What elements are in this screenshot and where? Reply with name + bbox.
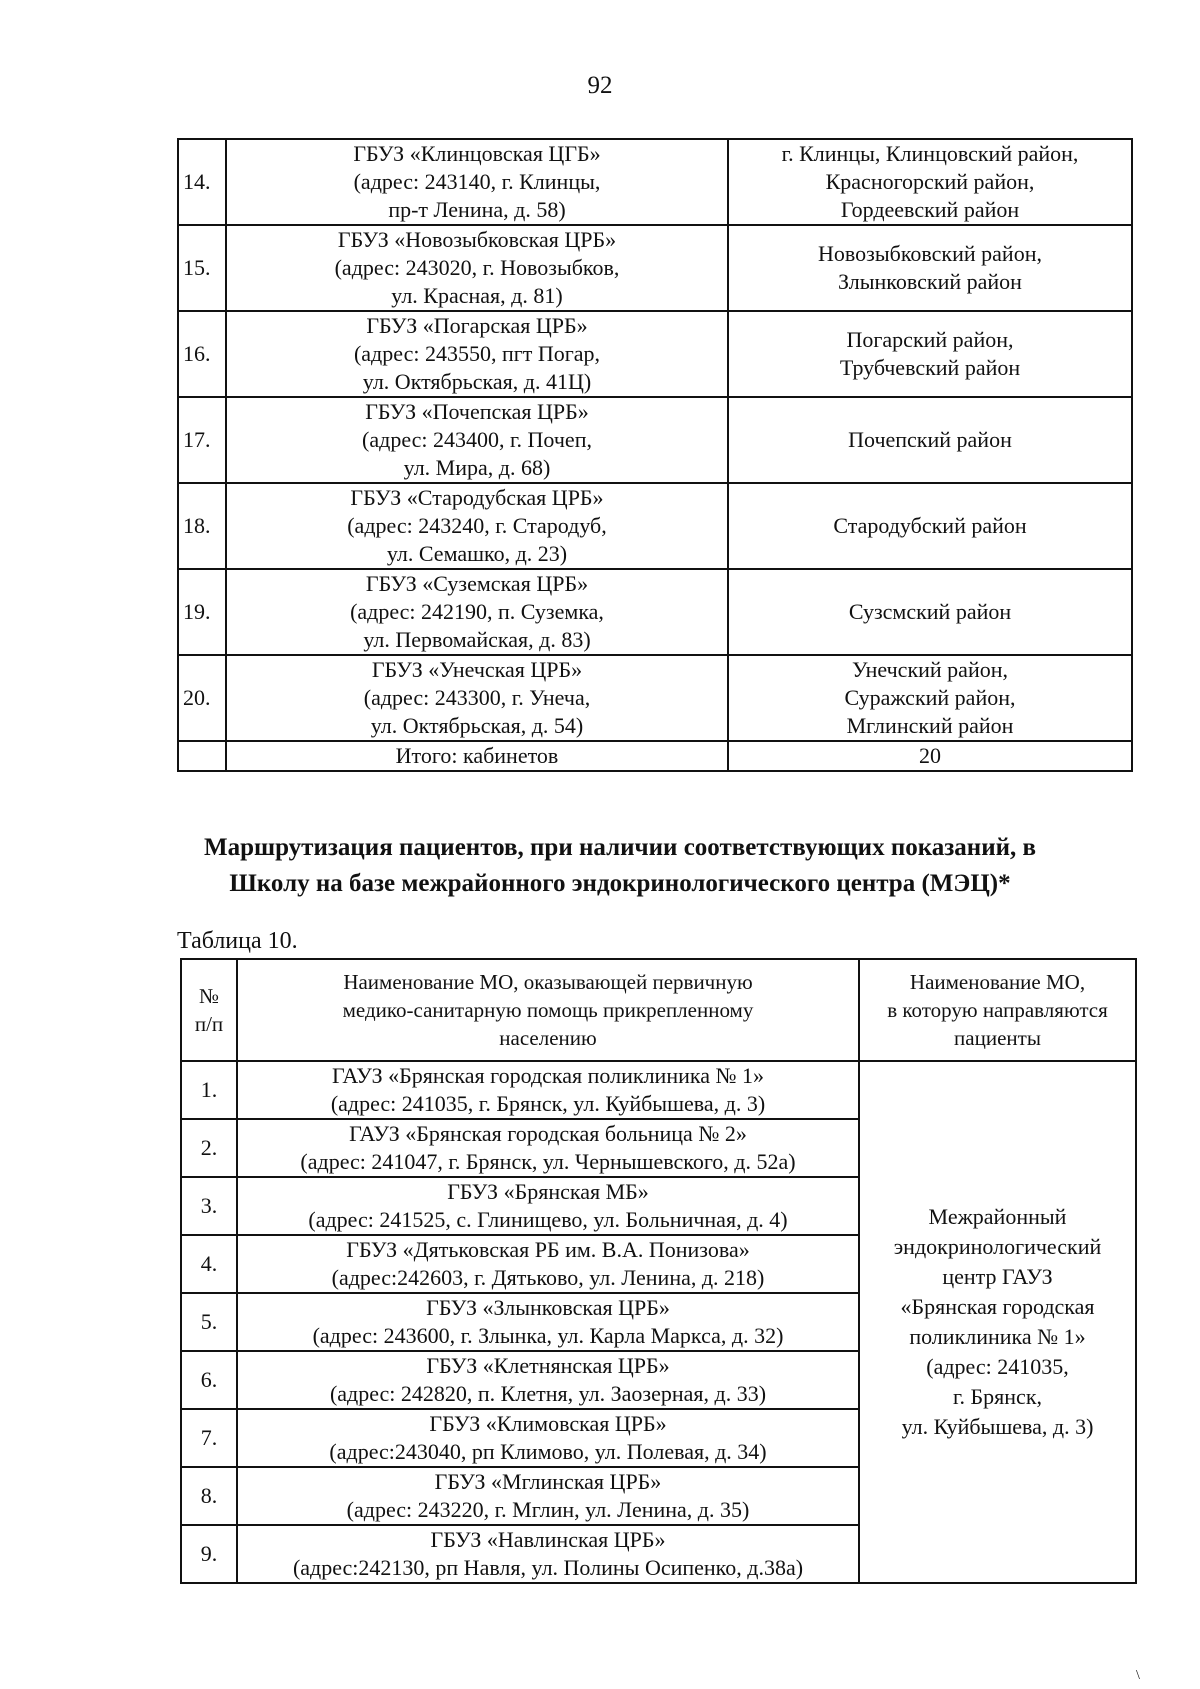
served-area-line: Погарский район, bbox=[846, 327, 1014, 352]
mo-name-line: ул. Семашко, д. 23) bbox=[386, 541, 568, 566]
mo-name bbox=[237, 1467, 859, 1525]
table-row bbox=[178, 569, 1132, 655]
header-destination-line: в которую направляются bbox=[887, 998, 1108, 1022]
mo-name-line: (адрес: 241047, г. Брянск, ул. Чернышевского, д. 52а) bbox=[300, 1149, 796, 1174]
served-area bbox=[728, 569, 1132, 655]
header-mo bbox=[237, 959, 859, 1061]
total-label: Итого: кабинетов bbox=[226, 741, 728, 771]
row-number: 8. bbox=[181, 1467, 237, 1525]
mo-name-line: ГБУЗ «Стародубская ЦРБ» bbox=[350, 485, 604, 510]
mo-name-line: (адрес: 243140, г. Клинцы, bbox=[353, 169, 601, 194]
table-caption: Таблица 10. bbox=[177, 928, 298, 954]
row-number: 17. bbox=[178, 397, 226, 483]
table-row bbox=[178, 225, 1132, 311]
destination-mo bbox=[859, 1061, 1136, 1583]
served-area-line: Злынковский район bbox=[838, 269, 1022, 294]
mo-name-line: (адрес: 243550, пгт Погар, bbox=[353, 341, 601, 366]
row-number: 9. bbox=[181, 1525, 237, 1583]
mo-name-line: (адрес: 243220, г. Мглин, ул. Ленина, д. 35) bbox=[346, 1497, 750, 1522]
served-area-line: Красногорский район, bbox=[825, 169, 1035, 194]
mo-name-line: (адрес: 243240, г. Стародуб, bbox=[347, 513, 607, 538]
row-number: 1. bbox=[181, 1061, 237, 1119]
served-area-line: Гордеевский район bbox=[840, 197, 1020, 222]
table-row bbox=[178, 311, 1132, 397]
total-empty-cell bbox=[178, 741, 226, 771]
mo-name-line: пр-т Ленина, д. 58) bbox=[388, 197, 566, 222]
mo-name bbox=[226, 483, 728, 569]
total-row bbox=[178, 741, 1132, 771]
heading-line: Школу на базе межрайонного эндокринологического центра (МЭЦ)* bbox=[229, 870, 1011, 897]
corner-mark: \ bbox=[1136, 1668, 1140, 1683]
mo-name-line: ул. Октябрьская, д. 54) bbox=[370, 713, 584, 738]
routing-table bbox=[180, 958, 1137, 1584]
mo-name bbox=[226, 139, 728, 225]
mo-name-line: ГБУЗ «Брянская МБ» bbox=[447, 1179, 649, 1204]
served-area-line: Трубчевский район bbox=[839, 355, 1021, 380]
table-header-row bbox=[181, 959, 1136, 1061]
served-area bbox=[728, 139, 1132, 225]
mo-name-line: ГБУЗ «Климовская ЦРБ» bbox=[429, 1411, 667, 1436]
mo-name-line: ГБУЗ «Навлинская ЦРБ» bbox=[430, 1527, 666, 1552]
mo-name-line: (адрес: 243020, г. Новозыбков, bbox=[334, 255, 620, 280]
table-row bbox=[181, 1061, 1136, 1119]
row-number: 5. bbox=[181, 1293, 237, 1351]
total-value: 20 bbox=[728, 741, 1132, 771]
heading-line: Маршрутизация пациентов, при наличии соответствующих показаний, в bbox=[203, 834, 1037, 861]
row-number: 3. bbox=[181, 1177, 237, 1235]
mo-name-line: (адрес:242603, г. Дятьково, ул. Ленина, д. 218) bbox=[331, 1265, 765, 1290]
mo-name-line: (адрес:243040, рп Климово, ул. Полевая, д. 34) bbox=[329, 1439, 767, 1464]
header-number-line: № bbox=[198, 984, 220, 1008]
mo-name-line: (адрес:242130, рп Навля, ул. Полины Осипенко, д.38а) bbox=[292, 1555, 804, 1580]
table-row bbox=[178, 139, 1132, 225]
mo-name-line: ул. Красная, д. 81) bbox=[391, 283, 563, 308]
mo-name-line: (адрес: 243300, г. Унеча, bbox=[363, 685, 591, 710]
header-mo-line: медико-санитарную помощь прикрепленному bbox=[342, 998, 754, 1022]
header-number-line: п/п bbox=[194, 1012, 224, 1036]
mo-name bbox=[226, 569, 728, 655]
mo-name bbox=[226, 397, 728, 483]
page-number: 92 bbox=[587, 72, 613, 99]
mo-name-line: ГБУЗ «Унечская ЦРБ» bbox=[371, 657, 583, 682]
mo-name-line: ГБУЗ «Новозыбковская ЦРБ» bbox=[337, 227, 617, 252]
served-area bbox=[728, 483, 1132, 569]
row-number: 19. bbox=[178, 569, 226, 655]
districts-table bbox=[177, 138, 1133, 772]
served-area bbox=[728, 655, 1132, 741]
mo-name-line: ул. Октябрьская, д. 41Ц) bbox=[362, 369, 592, 394]
mo-name-line: (адрес: 242820, п. Клетня, ул. Заозерная, д. 33) bbox=[329, 1381, 767, 1406]
mo-name-line: ГБУЗ «Клетнянская ЦРБ» bbox=[426, 1353, 670, 1378]
mo-name-line: ГБУЗ «Клинцовская ЦГБ» bbox=[353, 141, 601, 166]
row-number: 18. bbox=[178, 483, 226, 569]
row-number: 14. bbox=[178, 139, 226, 225]
header-destination-line: пациенты bbox=[954, 1026, 1041, 1050]
served-area-line: г. Клинцы, Клинцовский район, bbox=[781, 141, 1079, 166]
destination-mo-line: (адрес: 241035, bbox=[926, 1354, 1069, 1379]
row-number: 20. bbox=[178, 655, 226, 741]
table-row bbox=[178, 397, 1132, 483]
served-area-line: Суражский район, bbox=[844, 685, 1016, 710]
mo-name-line: (адрес: 241525, с. Глинищево, ул. Больничная, д. 4) bbox=[308, 1207, 788, 1232]
destination-mo-line: центр ГАУЗ bbox=[942, 1264, 1053, 1289]
destination-mo-line: эндокринологический bbox=[893, 1234, 1102, 1259]
mo-name-line: ул. Мира, д. 68) bbox=[403, 455, 551, 480]
mo-name-line: ГБУЗ «Суземская ЦРБ» bbox=[365, 571, 589, 596]
header-destination-line: Наименование МО, bbox=[909, 970, 1086, 994]
served-area bbox=[728, 311, 1132, 397]
served-area-line: Стародубский район bbox=[833, 513, 1027, 538]
header-mo-line: Наименование МО, оказывающей первичную bbox=[343, 970, 753, 994]
mo-name-line: ГБУЗ «Мглинская ЦРБ» bbox=[434, 1469, 662, 1494]
mo-name bbox=[237, 1351, 859, 1409]
row-number: 2. bbox=[181, 1119, 237, 1177]
table-row bbox=[178, 483, 1132, 569]
destination-mo-line: Межрайонный bbox=[928, 1204, 1067, 1229]
served-area-line: Мглинский район bbox=[846, 713, 1014, 738]
served-area bbox=[728, 225, 1132, 311]
mo-name-line: (адрес: 242190, п. Суземка, bbox=[350, 599, 604, 624]
mo-name bbox=[226, 655, 728, 741]
header-destination bbox=[859, 959, 1136, 1061]
mo-name-line: ГБУЗ «Погарская ЦРБ» bbox=[366, 313, 588, 338]
mo-name bbox=[237, 1119, 859, 1177]
mo-name-line: (адрес: 241035, г. Брянск, ул. Куйбышева, д. 3) bbox=[330, 1091, 766, 1116]
mo-name bbox=[237, 1177, 859, 1235]
mo-name bbox=[226, 225, 728, 311]
destination-mo-line: г. Брянск, bbox=[952, 1384, 1043, 1409]
mo-name bbox=[237, 1525, 859, 1583]
mo-name-line: (адрес: 243400, г. Почеп, bbox=[362, 427, 592, 452]
row-number: 7. bbox=[181, 1409, 237, 1467]
mo-name-line: ул. Первомайская, д. 83) bbox=[363, 627, 591, 652]
mo-name-line: ГАУЗ «Брянская городская больница № 2» bbox=[349, 1121, 747, 1146]
served-area-line: Сузсмский район bbox=[848, 599, 1012, 624]
section-heading bbox=[150, 830, 1090, 902]
mo-name-line: (адрес: 243600, г. Злынка, ул. Карла Маркса, д. 32) bbox=[312, 1323, 784, 1348]
served-area-line: Унечский район, bbox=[851, 657, 1008, 682]
row-number: 16. bbox=[178, 311, 226, 397]
destination-mo-line: «Брянская городская bbox=[900, 1294, 1095, 1319]
row-number: 6. bbox=[181, 1351, 237, 1409]
served-area-line: Новозыбковский район, bbox=[818, 241, 1042, 266]
mo-name bbox=[237, 1409, 859, 1467]
row-number: 15. bbox=[178, 225, 226, 311]
row-number: 4. bbox=[181, 1235, 237, 1293]
destination-mo-line: поликлиника № 1» bbox=[909, 1324, 1086, 1349]
served-area bbox=[728, 397, 1132, 483]
mo-name bbox=[237, 1235, 859, 1293]
table-row bbox=[178, 655, 1132, 741]
mo-name-line: ГАУЗ «Брянская городская поликлиника № 1» bbox=[332, 1063, 764, 1088]
mo-name-line: ГБУЗ «Дятьковская РБ им. В.А. Понизова» bbox=[346, 1237, 750, 1262]
mo-name bbox=[237, 1061, 859, 1119]
mo-name-line: ГБУЗ «Почепская ЦРБ» bbox=[365, 399, 589, 424]
mo-name bbox=[237, 1293, 859, 1351]
header-mo-line: населению bbox=[499, 1026, 597, 1050]
header-number bbox=[181, 959, 237, 1061]
served-area-line: Почепский район bbox=[848, 427, 1012, 452]
mo-name bbox=[226, 311, 728, 397]
destination-mo-line: ул. Куйбышева, д. 3) bbox=[901, 1414, 1094, 1439]
mo-name-line: ГБУЗ «Злынковская ЦРБ» bbox=[426, 1295, 670, 1320]
